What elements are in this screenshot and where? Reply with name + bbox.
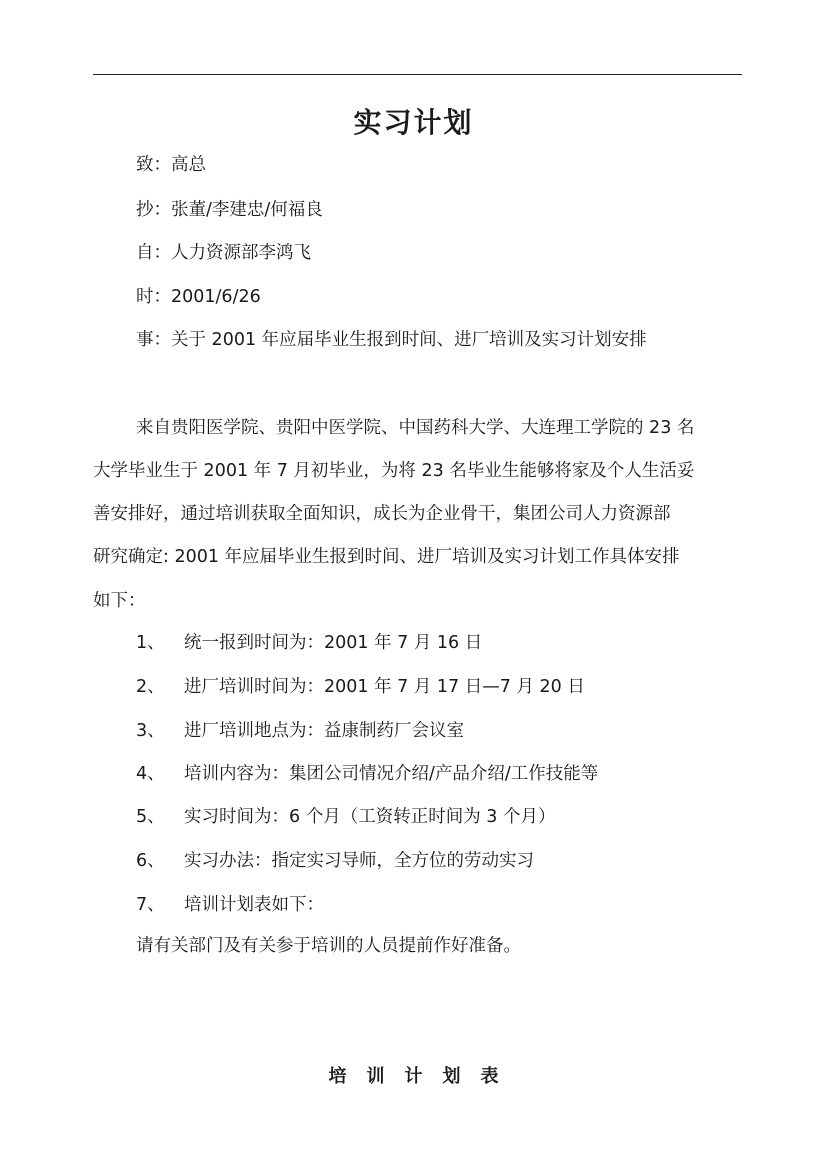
list-item-number: 7、	[136, 895, 165, 915]
body-line-5: 如下：	[93, 591, 146, 611]
list-item-text: 培训内容为：集团公司情况介绍/产品介绍/工作技能等	[184, 764, 599, 784]
list-item-number: 2、	[136, 677, 165, 697]
header-cc: 抄：张董/李建忠/何福良	[136, 200, 323, 220]
list-item	[136, 675, 585, 699]
body-line-3: 善安排好，通过培训获取全面知识，成长为企业骨干，集团公司人力资源部	[93, 504, 671, 524]
list-item	[136, 719, 464, 743]
list-item-number: 4、	[136, 764, 165, 784]
list-item-number: 1、	[136, 633, 165, 653]
list-item	[136, 893, 324, 917]
list-item	[136, 805, 555, 829]
header-date: 时：2001/6/26	[136, 287, 261, 307]
header-from: 自：人力资源部李鸿飞	[136, 243, 311, 263]
list-item	[136, 762, 598, 786]
list-item-number: 3、	[136, 721, 165, 741]
list-item-text: 统一报到时间为：2001 年 7 月 16 日	[184, 633, 483, 653]
body-line-1: 来自贵阳医学院、贵阳中医学院、中国药科大学、大连理工学院的 23 名	[136, 418, 695, 438]
header-to: 致：高总	[136, 155, 206, 175]
closing-note: 请有关部门及有关参于培训的人员提前作好准备。	[136, 936, 521, 956]
header-subject: 事：关于 2001 年应届毕业生报到时间、进厂培训及实习计划安排	[136, 330, 647, 350]
list-item-text: 实习时间为：6 个月（工资转正时间为 3 个月）	[184, 807, 556, 827]
top-rule	[93, 74, 742, 75]
list-item-text: 进厂培训地点为：益康制药厂会议室	[184, 721, 464, 741]
list-item	[136, 849, 534, 873]
list-item-number: 5、	[136, 807, 165, 827]
list-item-text: 实习办法：指定实习导师，全方位的劳动实习	[184, 851, 534, 871]
list-item-number: 6、	[136, 851, 165, 871]
document-title: 实习计划	[353, 106, 474, 139]
body-line-4: 研究确定: 2001 年应届毕业生报到时间、进厂培训及实习计划工作具体安排	[93, 547, 680, 567]
body-line-2: 大学毕业生于 2001 年 7 月初毕业，为将 23 名毕业生能够将家及个人生活妥	[93, 461, 695, 481]
list-item-text: 进厂培训时间为：2001 年 7 月 17 日—7 月 20 日	[184, 677, 585, 697]
list-item	[136, 631, 482, 655]
table-title: 培训计划表	[328, 1066, 519, 1087]
list-item-text: 培训计划表如下：	[184, 895, 324, 915]
